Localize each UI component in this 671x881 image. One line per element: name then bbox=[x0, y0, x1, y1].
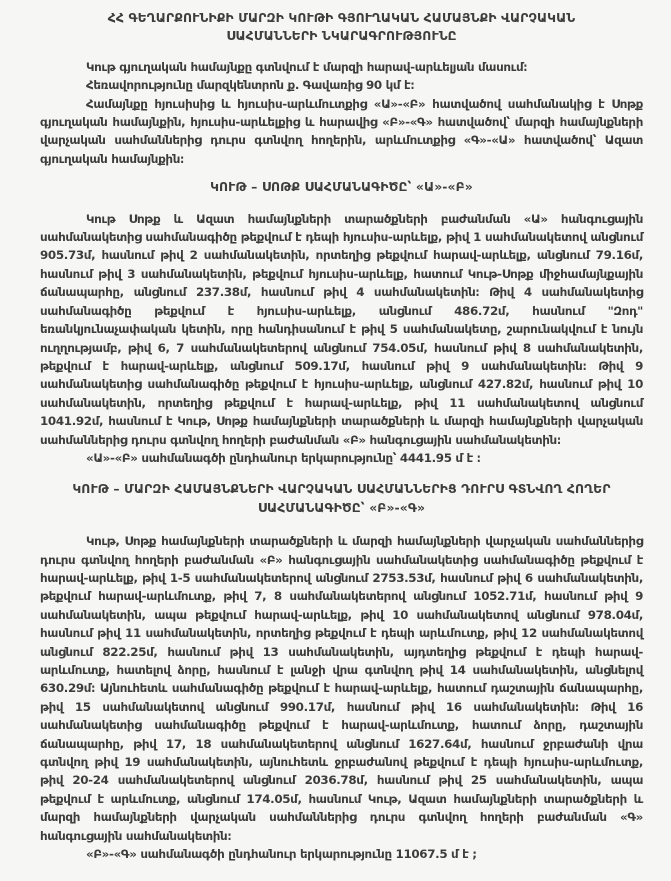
document-title-line-2: ՍԱՀՄԱՆՆԵՐԻ ՆԿԱՐԱԳՐՈՒԹՅՈՒՆԸ bbox=[226, 28, 457, 44]
section1-body-paragraph: Կութ Սոթք և Ազատ համայնքների տարածքների բաժանման «Ա» հանգուցային սահմանակետից սահմանագիծը թեքվում է դեպի հյուսիս-արևելք, թիվ 1 սահմանակետով անցնում 905.73մ, հասնում թիվ 2 սահմանակետին, որտեղից թեքվում հարավ-արևելք, անցնում 79.16մ, հասնում թիվ 3 սահմանակետին, թեքվում հյուսիս-արևելք, հատում Կութ-Սոթք միջհամայնքային ճանապարհը, անցնում 237.38մ, հասնում թիվ 4 սահմանակետին։ Թիվ 4 սահմանակետից սահմանագիծը թեքվում է հյուսիս-արևելք, անցնում 486.72մ, հասնում "Զոդ" եռանկյունաչափական կետին, որը հանդիսանում է թիվ 5 սահմանակետը, շարունակվում է նույն ուղղությամբ, թիվ 6, 7 սահմանակետերով անցնում 754.05մ, հասնում թիվ 8 սահմանակետին, թեքվում է հարավ-արևելք, անցնում 509.17մ, հասնում թիվ 9 սահմանակետին։ Թիվ 9 սահմանակետից սահմանագիծը թեքվում է հյուսիս-արևելք, անցնում 427.82մ, հասնում թիվ 10 սահմանակետին, որտեղից թեքվում է հարավ-արևելք, թիվ 11 սահմանակետով անցնում 1041.92մ, հասնում է Կութ, Սոթք համայնքների տարածքների և մարզի համայնքների վարչական սահմաններից դուրս գտնվող հողերի բաժանման «Բ» հանգուցային սահմանակետին։ bbox=[40, 211, 643, 447]
section1-heading-line: ԿՈՒԹ – ՍՈԹՔ ՍԱՀՄԱՆԱԳԻԾԸ՝ «Ա»-«Բ» bbox=[210, 179, 473, 195]
document-title-line-1: ՀՀ ԳԵՂԱՐՔՈՒՆԻՔԻ ՄԱՐԶԻ ԿՈՒԹԻ ԳՅՈՒՂԱԿԱՆ ՀԱՄԱՅՆՔԻ ՎԱՐՉԱԿԱՆ bbox=[107, 10, 576, 25]
section1-total-length: «Ա»-«Բ» սահմանագծի ընդհանուր երկարությունը՝ 4441.95 մ է ։ bbox=[86, 450, 481, 465]
section1-heading bbox=[40, 178, 643, 196]
section2-body-paragraph: Կութ, Սոթք համայնքների տարածքների և մարզի համայնքների վարչական սահմաններից դուրս գտնվող հողերի բաժանման «Բ» հանգուցային սահմանակետից սահմանագիծը թեքվում է հարավ-արևելք, թիվ 1-5 սահմանակետերով անցնում 2753.53մ, հասնում թիվ 6 սահմանակետին, թեքվում հարավ-արևմուտք, թիվ 7, 8 սահմանակետերով անցնում 1052.71մ, հասնում թիվ 9 սահմանակետին, ապա թեքվում հարավ-արևելք, թիվ 10 սահմանակետով անցնում 978.04մ, հասնում թիվ 11 սահմանակետին, որտեղից թեքվում է դեպի արևմուտք, թիվ 12 սահմանակետով անցնում 822.25մ, հասնում թիվ 13 սահմանակետին, այդտեղից թեքվում է դեպի հարավ-արևմուտք, հատելով ձորը, հասնում է լանջի վրա գտնվող թիվ 14 սահմանակետին, անցնելով 630.29մ։ Այնուհետև սահմանագիծը թեքվում է հարավ-արևելք, հատում դաշտային ճանապարհը, թիվ 15 սահմանակետով անցնում 990.17մ, հասնում թիվ 16 սահմանակետին։ Թիվ 16 սահմանակետից սահմանագիծը թեքվում է հարավ-արևմուտք, հատում ձորը, դաշտային ճանապարհը, թիվ 17, 18 սահմանակետերով անցնում 1627.64մ, հասնում ջրբաժանի վրա գտնվող թիվ 19 սահմանակետին, այնուհետև ջրբաժանով թեքվում է դեպի հյուսիս-արևմուտք, թիվ 20-24 սահմանակետերով անցնում 2036.78մ, հասնում թիվ 25 սահմանակետին, ապա թեքվում է արևմուտք, անցնում 174.05մ, հասնում Կութ, Ազատ համայնքների տարածքների և մարզի համայնքների վարչական սահմաններից դուրս գտնվող հողերի բաժանման «Գ» հանգուցային սահմանակետին։ bbox=[40, 534, 643, 843]
section2-total-length: «Բ»-«Գ» սահմանագծի ընդհանուր երկարությունը 11067.5 մ է ; bbox=[86, 847, 477, 862]
section2-heading bbox=[40, 480, 643, 517]
section2-heading-line-1: ԿՈՒԹ – ՄԱՐԶԻ ՀԱՄԱՅՆՔՆԵՐԻ ՎԱՐՉԱԿԱՆ ՍԱՀՄԱՆՆԵՐԻՑ ԴՈՒՐՍ ԳՏՆՎՈՂ ՀՈՂԵՐ bbox=[72, 481, 611, 497]
intro-paragraph-2: Հեռավորությունը մարզկենտրոն ք. Գավառից 90 կմ է։ bbox=[86, 78, 415, 93]
section2-heading-line-2: ՍԱՀՄԱՆԱԳԻԾԸ՝ «Բ»-«Գ» bbox=[257, 499, 426, 515]
intro-paragraph-3: Համայնքը հյուսիսից և հյուսիս-արևմուտքից «Ա»-«Բ» հատվածով սահմանակից է Սոթք գյուղական համայնքին, հյուսիս-արևելքից և հարավից «Բ»-«Գ» հատվածով՝ մարզի համայնքների վարչական սահմաններից դուրս գտնվող հողերին, արևմուտքից «Գ»-«Ա» հատվածով՝ Ազատ գյուղական համայնքին։ bbox=[40, 96, 643, 166]
document-title bbox=[40, 9, 643, 46]
intro-paragraph-1: Կութ գյուղական համայնքը գտնվում է մարզի հարավ-արևելյան մասում։ bbox=[86, 59, 528, 74]
